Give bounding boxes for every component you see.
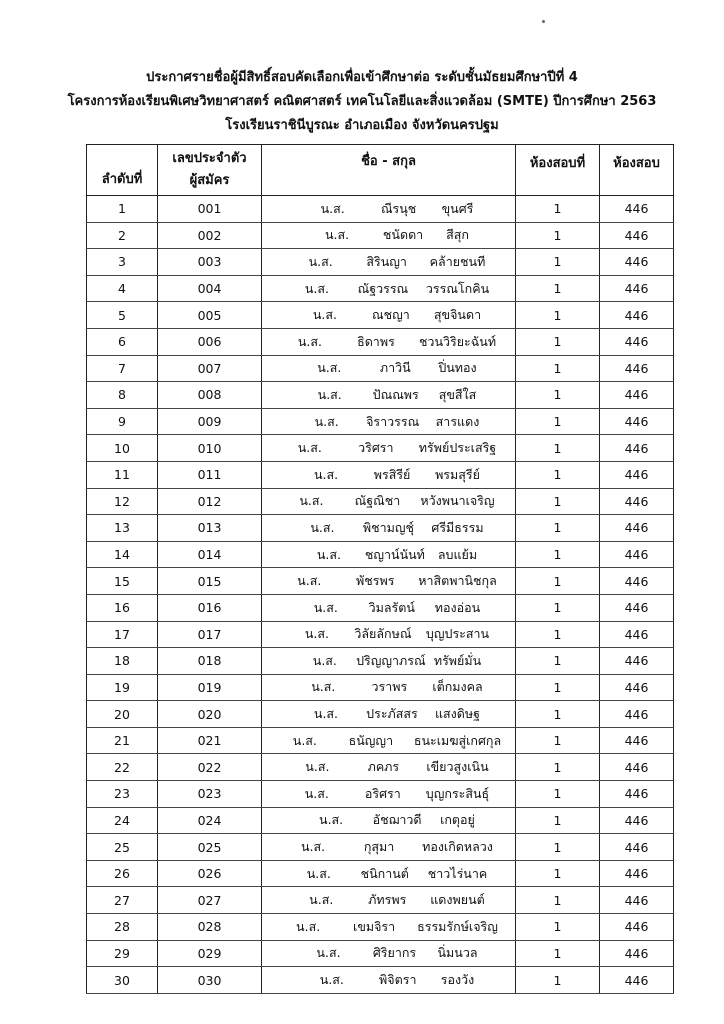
cell-order: 3 xyxy=(87,249,158,276)
cell-room: 446 xyxy=(600,887,674,914)
header-applicant-id-line2: ผู้สมัคร xyxy=(189,173,230,188)
cell-order: 5 xyxy=(87,302,158,329)
first-name: วราพร xyxy=(371,679,408,695)
table-body xyxy=(87,196,674,994)
cell-order: 22 xyxy=(87,754,158,781)
cell-full-name xyxy=(262,222,516,249)
cell-room: 446 xyxy=(600,807,674,834)
cell-applicant-id: 028 xyxy=(158,914,262,941)
cell-room-number: 1 xyxy=(516,461,600,488)
last-name: ชวนวิริยะฉันท์ xyxy=(418,333,497,349)
table-row xyxy=(87,887,674,914)
cell-room: 446 xyxy=(600,541,674,568)
cell-order: 11 xyxy=(87,461,158,488)
cell-applicant-id: 014 xyxy=(158,541,262,568)
table-header-row xyxy=(87,145,674,196)
header-order-label: ลำดับที่ xyxy=(101,171,143,187)
document-header xyxy=(0,66,724,138)
cell-order: 7 xyxy=(87,355,158,382)
name-prefix: น.ส. xyxy=(319,812,344,828)
cell-room: 446 xyxy=(600,222,674,249)
last-name: บุญประสาน xyxy=(425,626,490,642)
cell-room: 446 xyxy=(600,196,674,223)
name-prefix: น.ส. xyxy=(304,785,329,801)
table-row xyxy=(87,541,674,568)
first-name: อริศรา xyxy=(364,785,401,801)
last-name: ลบแย้ม xyxy=(437,546,478,562)
cell-full-name xyxy=(262,382,516,409)
last-name: วรรณโกคิน xyxy=(425,280,490,296)
cell-order: 24 xyxy=(87,807,158,834)
cell-room: 446 xyxy=(600,408,674,435)
cell-room: 446 xyxy=(600,674,674,701)
cell-order: 2 xyxy=(87,222,158,249)
last-name: สุขสีใส xyxy=(438,386,477,402)
last-name: หวังพนาเจริญ xyxy=(420,493,495,509)
last-name: ทรัพย์มั่น xyxy=(433,652,482,668)
cell-room: 446 xyxy=(600,488,674,515)
program-subtitle: โครงการห้องเรียนพิเศษวิทยาศาสตร์ คณิตศาสตร์ เทคโนโลยีและสิ่งแวดล้อม (SMTE) ปีการศึกษา 2563 xyxy=(67,94,657,109)
cell-applicant-id: 011 xyxy=(158,461,262,488)
first-name: วิมลรัตน์ xyxy=(368,599,415,615)
last-name: เขียวสูงเนิน xyxy=(426,759,489,775)
name-prefix: น.ส. xyxy=(309,892,334,908)
cell-full-name xyxy=(262,860,516,887)
name-prefix: น.ส. xyxy=(312,652,337,668)
name-prefix: น.ส. xyxy=(305,759,330,775)
first-name: ประภัสสร xyxy=(366,706,418,722)
cell-order: 9 xyxy=(87,408,158,435)
cell-applicant-id: 017 xyxy=(158,621,262,648)
cell-order: 6 xyxy=(87,328,158,355)
cell-room: 446 xyxy=(600,275,674,302)
cell-room-number: 1 xyxy=(516,541,600,568)
first-name: ศิริยากร xyxy=(372,945,417,961)
name-prefix: น.ส. xyxy=(296,918,321,934)
cell-full-name xyxy=(262,488,516,515)
cell-full-name xyxy=(262,754,516,781)
cell-room: 446 xyxy=(600,940,674,967)
table-row xyxy=(87,355,674,382)
table-row xyxy=(87,781,674,808)
last-name: สุขจินดา xyxy=(433,307,482,323)
table-row xyxy=(87,488,674,515)
cell-order: 27 xyxy=(87,887,158,914)
cell-room: 446 xyxy=(600,382,674,409)
name-prefix: น.ส. xyxy=(306,865,331,881)
last-name: แดงพยนต์ xyxy=(430,892,485,908)
cell-room: 446 xyxy=(600,621,674,648)
last-name: เต็กมงคล xyxy=(432,679,483,695)
cell-full-name xyxy=(262,781,516,808)
first-name: ณัฐวรรณ xyxy=(357,280,409,296)
scan-speck xyxy=(542,20,545,23)
name-prefix: น.ส. xyxy=(292,732,317,748)
cell-room-number: 1 xyxy=(516,940,600,967)
cell-applicant-id: 027 xyxy=(158,887,262,914)
table-row xyxy=(87,621,674,648)
name-prefix: น.ส. xyxy=(317,386,342,402)
cell-room-number: 1 xyxy=(516,249,600,276)
first-name: วิลัยลักษณ์ xyxy=(354,626,412,642)
first-name: เขมจิรา xyxy=(353,918,396,934)
cell-order: 17 xyxy=(87,621,158,648)
cell-full-name xyxy=(262,648,516,675)
table-row xyxy=(87,249,674,276)
table-row xyxy=(87,515,674,542)
cell-applicant-id: 008 xyxy=(158,382,262,409)
name-prefix: น.ส. xyxy=(325,227,350,243)
cell-full-name xyxy=(262,887,516,914)
cell-full-name xyxy=(262,328,516,355)
cell-full-name xyxy=(262,914,516,941)
header-applicant-id xyxy=(158,145,262,196)
cell-room: 446 xyxy=(600,328,674,355)
cell-applicant-id: 020 xyxy=(158,701,262,728)
first-name: ธิดาพร xyxy=(357,333,395,349)
name-prefix: น.ส. xyxy=(311,679,336,695)
table-row xyxy=(87,754,674,781)
name-prefix: น.ส. xyxy=(301,839,326,855)
cell-full-name xyxy=(262,674,516,701)
name-prefix: น.ส. xyxy=(316,945,341,961)
cell-full-name xyxy=(262,515,516,542)
cell-order: 25 xyxy=(87,834,158,861)
cell-room-number: 1 xyxy=(516,435,600,462)
first-name: พัชรพร xyxy=(356,573,395,589)
last-name: เกตุอยู่ xyxy=(440,812,475,828)
cell-room: 446 xyxy=(600,302,674,329)
cell-room-number: 1 xyxy=(516,834,600,861)
name-prefix: น.ส. xyxy=(304,280,329,296)
cell-room-number: 1 xyxy=(516,355,600,382)
cell-order: 20 xyxy=(87,701,158,728)
announcement-title: ประกาศรายชื่อผู้มีสิทธิ์สอบคัดเลือกเพื่อเข้าศึกษาต่อ ระดับชั้นมัธยมศึกษาปีที่ 4 xyxy=(146,70,578,85)
table-row xyxy=(87,674,674,701)
name-prefix: น.ส. xyxy=(313,599,338,615)
cell-room-number: 1 xyxy=(516,328,600,355)
cell-full-name xyxy=(262,275,516,302)
cell-full-name xyxy=(262,701,516,728)
table-row xyxy=(87,275,674,302)
cell-room: 446 xyxy=(600,967,674,994)
cell-applicant-id: 009 xyxy=(158,408,262,435)
cell-order: 15 xyxy=(87,568,158,595)
cell-order: 26 xyxy=(87,860,158,887)
last-name: บุญกระสินธุ์ xyxy=(425,785,490,801)
cell-room: 446 xyxy=(600,727,674,754)
header-room-label: ห้องสอบ xyxy=(613,155,660,171)
cell-order: 14 xyxy=(87,541,158,568)
table-row xyxy=(87,408,674,435)
cell-room: 446 xyxy=(600,754,674,781)
last-name: แสงดิษฐ xyxy=(434,706,481,722)
cell-room-number: 1 xyxy=(516,754,600,781)
table-row xyxy=(87,461,674,488)
first-name: ธนัญญา xyxy=(348,732,394,748)
cell-applicant-id: 029 xyxy=(158,940,262,967)
name-prefix: น.ส. xyxy=(304,626,329,642)
cell-applicant-id: 012 xyxy=(158,488,262,515)
last-name: รองวัง xyxy=(440,972,475,988)
last-name: พรมสุรีย์ xyxy=(435,466,480,482)
cell-room-number: 1 xyxy=(516,515,600,542)
cell-order: 12 xyxy=(87,488,158,515)
name-prefix: น.ส. xyxy=(317,360,342,376)
cell-order: 18 xyxy=(87,648,158,675)
header-applicant-id-line1: เลขประจำตัว xyxy=(172,151,247,166)
last-name: นิ่มนวล xyxy=(437,945,478,961)
cell-order: 1 xyxy=(87,196,158,223)
cell-order: 28 xyxy=(87,914,158,941)
cell-room: 446 xyxy=(600,781,674,808)
cell-applicant-id: 013 xyxy=(158,515,262,542)
cell-room-number: 1 xyxy=(516,648,600,675)
cell-applicant-id: 024 xyxy=(158,807,262,834)
table-row xyxy=(87,648,674,675)
cell-room: 446 xyxy=(600,914,674,941)
name-prefix: น.ส. xyxy=(297,573,322,589)
first-name: ปริญญาภรณ์ xyxy=(356,652,426,668)
cell-full-name xyxy=(262,541,516,568)
cell-order: 8 xyxy=(87,382,158,409)
name-prefix: น.ส. xyxy=(312,307,337,323)
table-row xyxy=(87,328,674,355)
last-name: ทองเกิดหลวง xyxy=(422,839,493,855)
cell-order: 10 xyxy=(87,435,158,462)
first-name: ปัณณพร xyxy=(372,386,419,402)
table-row xyxy=(87,196,674,223)
cell-room-number: 1 xyxy=(516,196,600,223)
cell-applicant-id: 019 xyxy=(158,674,262,701)
last-name: หาสิตพานิชกุล xyxy=(418,573,497,589)
cell-room: 446 xyxy=(600,461,674,488)
table-row xyxy=(87,834,674,861)
cell-applicant-id: 003 xyxy=(158,249,262,276)
name-prefix: น.ส. xyxy=(314,466,339,482)
last-name: ศรีมีธรรม xyxy=(431,519,484,535)
header-name xyxy=(262,145,516,196)
first-name: ณัฐณิชา xyxy=(354,493,401,509)
cell-applicant-id: 015 xyxy=(158,568,262,595)
table-row xyxy=(87,568,674,595)
cell-applicant-id: 030 xyxy=(158,967,262,994)
first-name: ภคภร xyxy=(367,759,400,775)
cell-room-number: 1 xyxy=(516,727,600,754)
cell-full-name xyxy=(262,807,516,834)
last-name: ปิ่นทอง xyxy=(438,360,477,376)
cell-room-number: 1 xyxy=(516,568,600,595)
cell-applicant-id: 010 xyxy=(158,435,262,462)
name-prefix: น.ส. xyxy=(313,706,339,722)
cell-applicant-id: 022 xyxy=(158,754,262,781)
cell-full-name xyxy=(262,967,516,994)
cell-applicant-id: 002 xyxy=(158,222,262,249)
first-name: ภัทรพร xyxy=(368,892,407,908)
name-prefix: น.ส. xyxy=(299,493,324,509)
table-row xyxy=(87,860,674,887)
cell-order: 23 xyxy=(87,781,158,808)
cell-applicant-id: 025 xyxy=(158,834,262,861)
cell-full-name xyxy=(262,940,516,967)
cell-applicant-id: 005 xyxy=(158,302,262,329)
cell-full-name xyxy=(262,196,516,223)
cell-room-number: 1 xyxy=(516,807,600,834)
cell-order: 13 xyxy=(87,515,158,542)
header-room-number-label: ห้องสอบที่ xyxy=(529,155,586,171)
table-row xyxy=(87,914,674,941)
applicant-table xyxy=(86,144,674,994)
cell-room-number: 1 xyxy=(516,488,600,515)
cell-room: 446 xyxy=(600,515,674,542)
cell-room-number: 1 xyxy=(516,967,600,994)
cell-room: 446 xyxy=(600,355,674,382)
cell-applicant-id: 026 xyxy=(158,860,262,887)
first-name: วริศรา xyxy=(358,440,394,456)
cell-room: 446 xyxy=(600,701,674,728)
first-name: ชนัดดา xyxy=(382,227,424,243)
cell-full-name xyxy=(262,302,516,329)
cell-order: 21 xyxy=(87,727,158,754)
cell-full-name xyxy=(262,249,516,276)
header-room-number xyxy=(516,145,600,196)
cell-room: 446 xyxy=(600,834,674,861)
table-row xyxy=(87,594,674,621)
last-name: ขุนศรี xyxy=(441,200,474,216)
cell-full-name xyxy=(262,461,516,488)
cell-order: 16 xyxy=(87,594,158,621)
cell-room-number: 1 xyxy=(516,887,600,914)
cell-applicant-id: 004 xyxy=(158,275,262,302)
first-name: พรสิรีย์ xyxy=(373,466,411,482)
cell-applicant-id: 001 xyxy=(158,196,262,223)
last-name: ชาวไร่นาค xyxy=(427,865,488,881)
cell-room-number: 1 xyxy=(516,781,600,808)
first-name: กุสุมา xyxy=(363,839,395,855)
cell-room-number: 1 xyxy=(516,408,600,435)
header-name-label: ชื่อ - สกุล xyxy=(361,153,416,169)
cell-applicant-id: 021 xyxy=(158,727,262,754)
first-name: ภาวินี xyxy=(379,360,411,376)
table-row xyxy=(87,727,674,754)
cell-room: 446 xyxy=(600,249,674,276)
name-prefix: น.ส. xyxy=(319,972,344,988)
cell-room-number: 1 xyxy=(516,914,600,941)
name-prefix: น.ส. xyxy=(308,253,333,269)
cell-order: 19 xyxy=(87,674,158,701)
cell-applicant-id: 007 xyxy=(158,355,262,382)
cell-room-number: 1 xyxy=(516,701,600,728)
table-row xyxy=(87,807,674,834)
cell-applicant-id: 018 xyxy=(158,648,262,675)
last-name: คล้ายชนที xyxy=(429,253,486,269)
table-row xyxy=(87,302,674,329)
header-order xyxy=(87,145,158,196)
cell-full-name xyxy=(262,834,516,861)
cell-room-number: 1 xyxy=(516,222,600,249)
last-name: ทรัพย์ประเสริฐ xyxy=(418,440,497,456)
first-name: สิรินญา xyxy=(366,253,407,269)
cell-order: 29 xyxy=(87,940,158,967)
last-name: สีสุก xyxy=(446,227,469,243)
name-prefix: น.ส. xyxy=(310,519,335,535)
cell-full-name xyxy=(262,408,516,435)
first-name: ณชญา xyxy=(372,307,410,323)
cell-room-number: 1 xyxy=(516,860,600,887)
cell-order: 30 xyxy=(87,967,158,994)
table-row xyxy=(87,382,674,409)
first-name: พิจิตรา xyxy=(379,972,417,988)
cell-room: 446 xyxy=(600,568,674,595)
name-prefix: น.ส. xyxy=(316,546,341,562)
cell-full-name xyxy=(262,355,516,382)
first-name: จิราวรรณ xyxy=(366,413,420,429)
cell-room: 446 xyxy=(600,860,674,887)
cell-full-name xyxy=(262,621,516,648)
cell-full-name xyxy=(262,568,516,595)
name-prefix: น.ส. xyxy=(314,413,339,429)
cell-full-name xyxy=(262,594,516,621)
cell-room-number: 1 xyxy=(516,674,600,701)
first-name: ณีรนุช xyxy=(380,200,417,216)
last-name: สารแดง xyxy=(435,413,480,429)
cell-applicant-id: 006 xyxy=(158,328,262,355)
name-prefix: น.ส. xyxy=(297,440,322,456)
table-row xyxy=(87,222,674,249)
last-name: ธรรมรักษ์เจริญ xyxy=(417,918,498,934)
cell-room: 446 xyxy=(600,435,674,462)
header-room xyxy=(600,145,674,196)
school-location: โรงเรียนราชินีบูรณะ อำเภอเมือง จังหวัดนครปฐม xyxy=(225,118,499,133)
cell-applicant-id: 016 xyxy=(158,594,262,621)
cell-full-name xyxy=(262,435,516,462)
table-row xyxy=(87,701,674,728)
name-prefix: น.ส. xyxy=(297,333,322,349)
first-name: ชญาน์นันท์ xyxy=(364,546,425,562)
cell-room-number: 1 xyxy=(516,594,600,621)
cell-room-number: 1 xyxy=(516,302,600,329)
name-prefix: น.ส. xyxy=(320,200,345,216)
first-name: ชนิกานต์ xyxy=(360,865,409,881)
cell-order: 4 xyxy=(87,275,158,302)
cell-room-number: 1 xyxy=(516,621,600,648)
table-row xyxy=(87,967,674,994)
cell-room-number: 1 xyxy=(516,275,600,302)
last-name: ธนะเมฆสู่เกศกุล xyxy=(413,732,502,748)
table-row xyxy=(87,435,674,462)
cell-applicant-id: 023 xyxy=(158,781,262,808)
table-row xyxy=(87,940,674,967)
cell-full-name xyxy=(262,727,516,754)
first-name: อัชฌาวดี xyxy=(372,812,422,828)
first-name: พิชามญชุ์ xyxy=(362,519,414,535)
cell-room: 446 xyxy=(600,648,674,675)
cell-room: 446 xyxy=(600,594,674,621)
last-name: ทองอ่อน xyxy=(434,599,481,615)
cell-room-number: 1 xyxy=(516,382,600,409)
